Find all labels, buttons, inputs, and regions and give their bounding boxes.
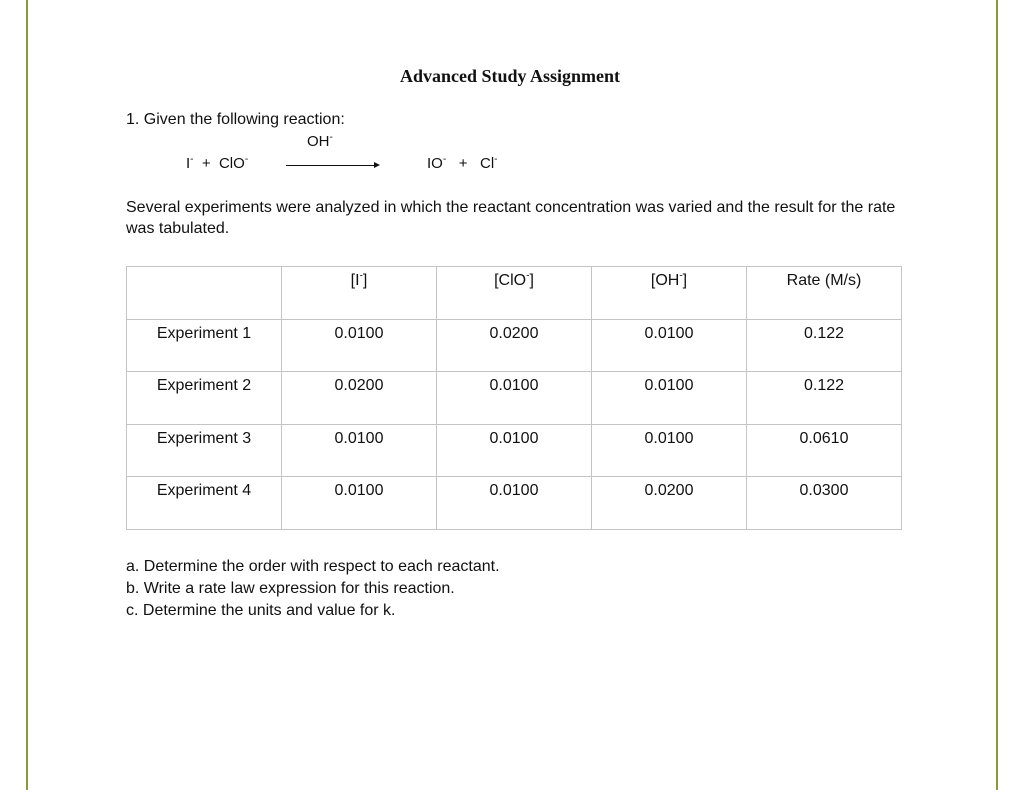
reactant-iodide-charge: - [190,154,194,165]
experiment-description: Several experiments were analyzed in which the reactant concentration was varied and the result for the rate was tabulated. [126,199,896,237]
header-cell-empty [127,267,282,320]
header-cell-hypochlorite: [ClO-] [437,267,592,320]
sub-questions [126,556,500,622]
table-row [127,319,902,372]
question-b: b. Write a rate law expression for this reaction. [126,580,455,597]
question-1-prompt: 1. Given the following reaction: [126,111,345,128]
reaction-catalyst [307,133,333,150]
table-cell: Experiment 4 [127,477,282,530]
page-title: Advanced Study Assignment [399,66,621,86]
product-plus: + [458,155,468,172]
table-cell: Experiment 2 [127,372,282,425]
table-cell: 0.0610 [747,424,902,477]
table-cell: Experiment 1 [127,319,282,372]
table-cell: 0.0100 [437,477,592,530]
reaction-products [427,155,498,172]
reactant-hypochlorite: ClO [218,155,245,172]
table-row [127,477,902,530]
document-page [26,0,998,790]
table-row [127,372,902,425]
question-a: a. Determine the order with respect to each reactant. [126,558,500,575]
table-cell: 0.0100 [282,477,437,530]
table-cell: 0.0100 [437,424,592,477]
reaction-reactants [186,155,248,172]
table-cell: 0.0200 [437,319,592,372]
table-cell: 0.0100 [592,372,747,425]
table-cell: 0.0300 [747,477,902,530]
product-chloride: Cl [479,155,495,172]
table-cell: 0.0100 [282,319,437,372]
reactant-plus: + [201,155,211,172]
rate-data-table [126,266,902,530]
table-header-row [127,267,902,320]
header-cell-hydroxide: [OH-] [592,267,747,320]
catalyst-formula: OH [307,133,330,150]
product-hypoiodite-charge: - [442,154,447,165]
product-chloride-charge: - [494,154,498,165]
table-cell: 0.0100 [592,319,747,372]
product-hypoiodite: IO [427,155,443,172]
catalyst-charge: - [329,132,333,143]
table-cell: 0.0100 [592,424,747,477]
table-cell: 0.0200 [282,372,437,425]
table-cell: 0.0100 [282,424,437,477]
header-cell-rate: Rate (M/s) [747,267,902,320]
reactant-hypochlorite-charge: - [244,154,249,165]
reaction-arrow-icon [286,165,378,166]
table-cell: 0.122 [747,372,902,425]
header-cell-iodide: [I-] [282,267,437,320]
table-cell: 0.0200 [592,477,747,530]
table-cell: 0.122 [747,319,902,372]
table-row [127,424,902,477]
table-cell: Experiment 3 [127,424,282,477]
table-cell: 0.0100 [437,372,592,425]
question-c: c. Determine the units and value for k. [126,602,396,619]
reactant-iodide: I [186,155,191,172]
